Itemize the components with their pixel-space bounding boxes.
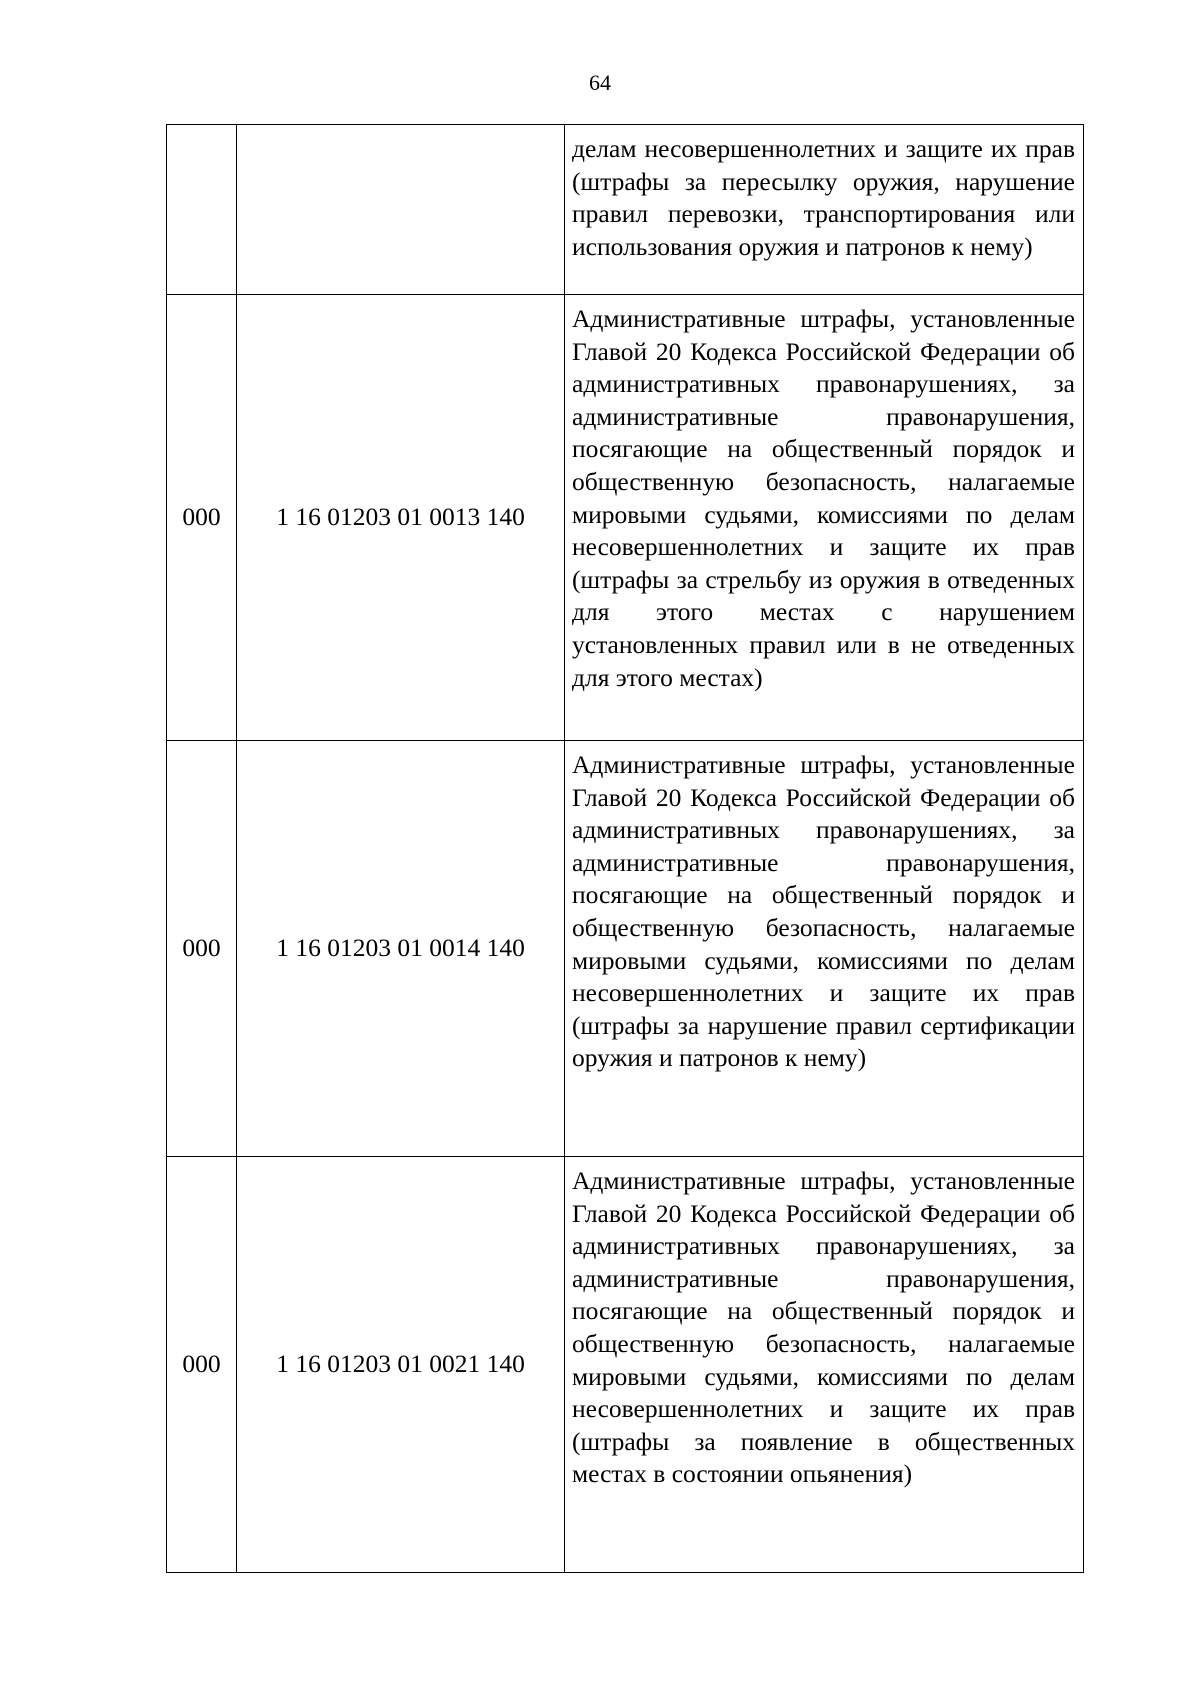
description-cell: Административные штрафы, установленные Главой 20 Кодекса Российской Федерации об административных правонарушениях, за административные правонарушения, посягающие на общественный порядок и общественную безопасность, налагаемые мировыми судьями, комиссиями по делам несовершеннолетних и защите их прав (штрафы за стрельбу из оружия в отведенных для этого местах с нарушением установленных правил или в не отведенных для этого местах) (565, 295, 1084, 741)
kbk-code-cell: 1 16 01203 01 0013 140 (237, 295, 565, 741)
page-number: 64 (589, 70, 611, 95)
kbk-code-cell: 1 16 01203 01 0021 140 (237, 1157, 565, 1573)
kbk-code-cell (237, 125, 565, 295)
admin-code-cell: 000 (167, 295, 237, 741)
description-cell: делам несовершеннолетних и защите их прав (штрафы за пересылку оружия, нарушение правил перевозки, транспортирования или использования оружия и патронов к нему) (565, 125, 1084, 295)
table-row (167, 295, 1084, 741)
table-row (167, 125, 1084, 295)
admin-code-cell: 000 (167, 741, 237, 1157)
table-row (167, 741, 1084, 1157)
budget-classification-table (166, 124, 1084, 1573)
description-cell: Административные штрафы, установленные Главой 20 Кодекса Российской Федерации об административных правонарушениях, за административные правонарушения, посягающие на общественный порядок и общественную безопасность, налагаемые мировыми судьями, комиссиями по делам несовершеннолетних и защите их прав (штрафы за нарушение правил сертификации оружия и патронов к нему) (565, 741, 1084, 1157)
admin-code-cell (167, 125, 237, 295)
kbk-code-cell: 1 16 01203 01 0014 140 (237, 741, 565, 1157)
table-row (167, 1157, 1084, 1573)
description-cell: Административные штрафы, установленные Главой 20 Кодекса Российской Федерации об административных правонарушениях, за административные правонарушения, посягающие на общественный порядок и общественную безопасность, налагаемые мировыми судьями, комиссиями по делам несовершеннолетних и защите их прав (штрафы за появление в общественных местах в состоянии опьянения) (565, 1157, 1084, 1573)
admin-code-cell: 000 (167, 1157, 237, 1573)
